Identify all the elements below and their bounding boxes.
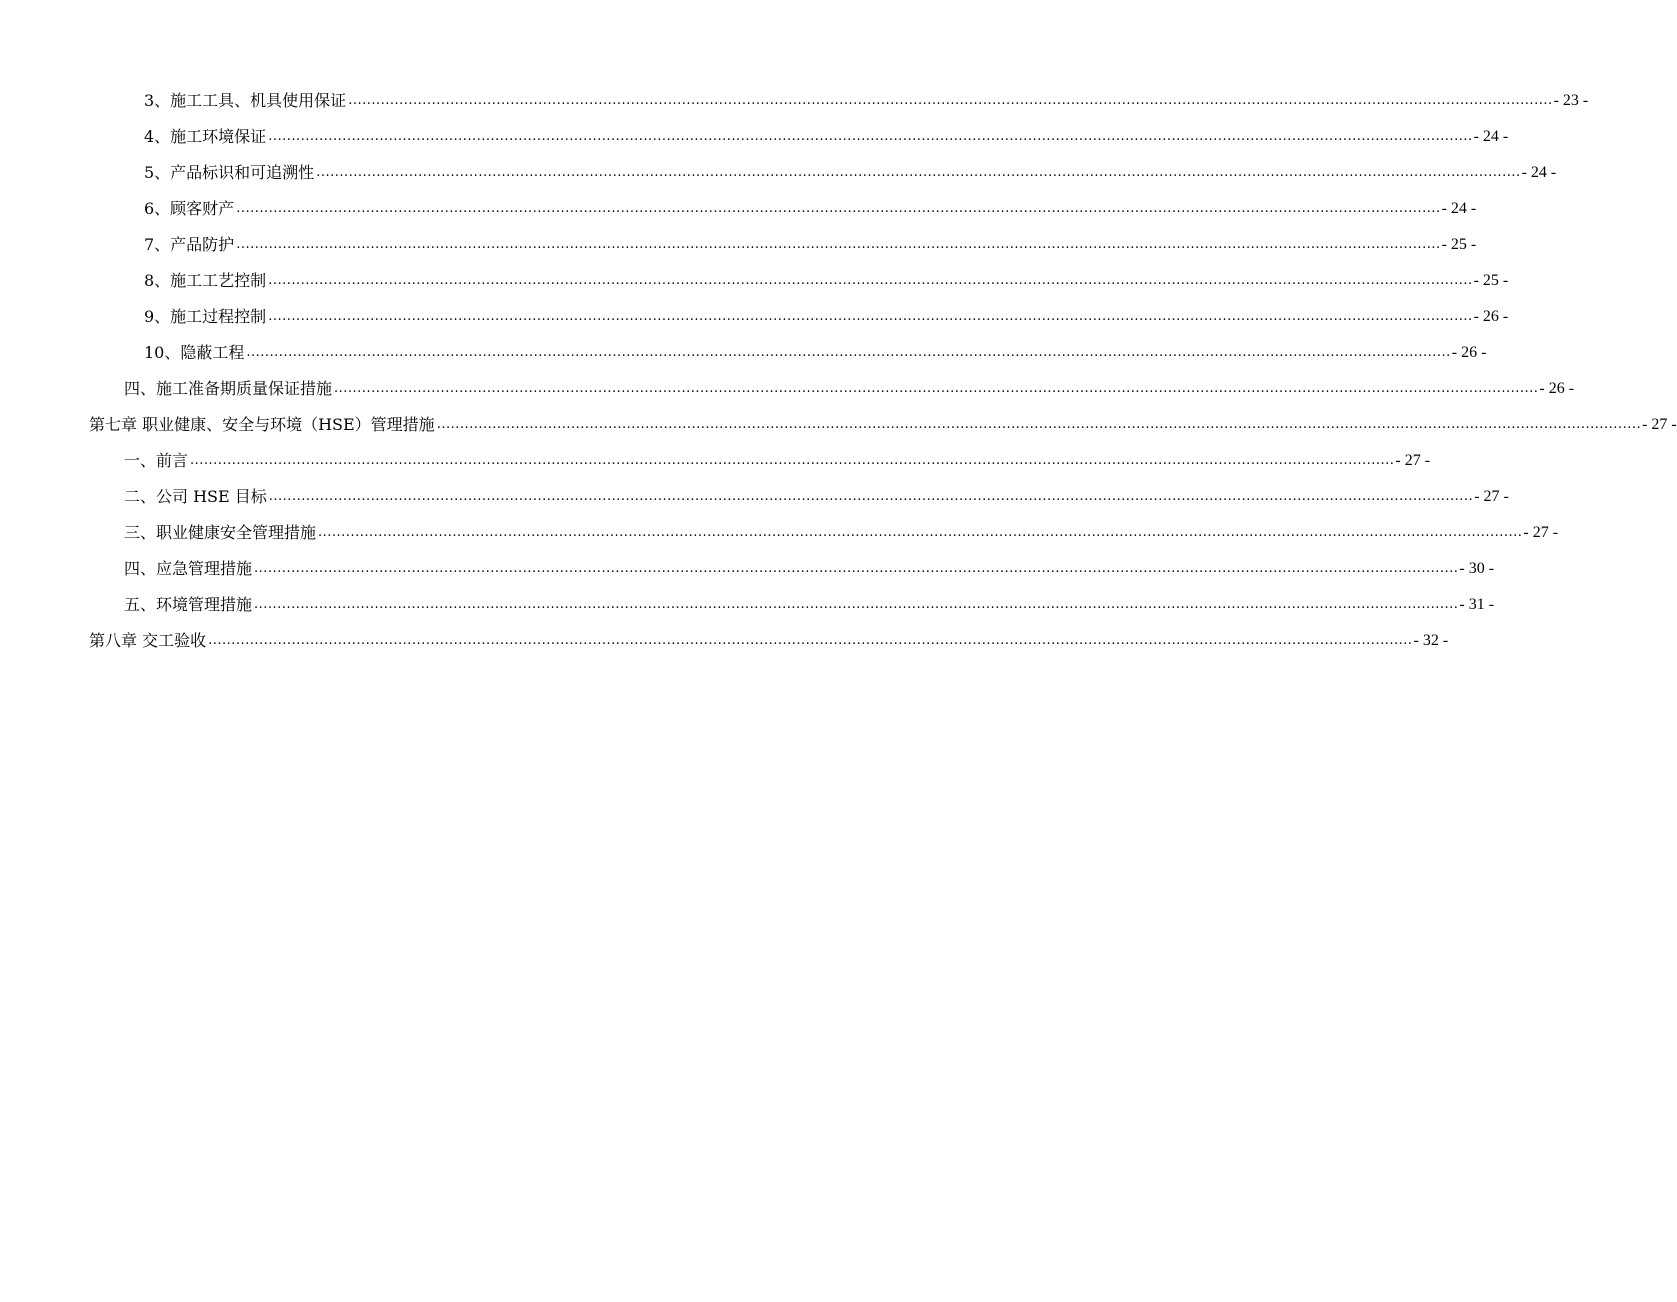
toc-entry-label: 第七章 职业健康、安全与环境（HSE）管理措施: [89, 415, 435, 434]
toc-dot-leader: ....................................................................................................................................................................................................................................................................: [246, 345, 1451, 360]
toc-entry[interactable]: [0, 335, 1487, 371]
toc-entry[interactable]: [0, 299, 1509, 335]
toc-entry-page-number: - 27 -: [1474, 488, 1509, 505]
toc-dot-leader: ....................................................................................................................................................................................................................................................................: [268, 273, 1473, 288]
toc-dot-leader: ....................................................................................................................................................................................................................................................................: [236, 201, 1441, 216]
toc-entry-label: 5、产品标识和可追溯性: [144, 163, 315, 182]
toc-entry-label: 一、前言: [124, 451, 189, 470]
toc-entry-page-number: - 27 -: [1642, 416, 1677, 433]
toc-entry[interactable]: [0, 407, 1677, 443]
toc-dot-leader: ....................................................................................................................................................................................................................................................................: [316, 165, 1521, 180]
toc-entry-label: 四、应急管理措施: [124, 559, 253, 578]
table-of-contents: [0, 83, 1677, 659]
toc-entry-page-number: - 30 -: [1459, 560, 1495, 577]
toc-dot-leader: ....................................................................................................................................................................................................................................................................: [268, 489, 1474, 504]
toc-entry-label: 4、施工环境保证: [144, 127, 267, 146]
toc-entry-label: 五、环境管理措施: [124, 595, 253, 614]
toc-entry-label: 9、施工过程控制: [144, 307, 267, 326]
toc-entry[interactable]: [0, 83, 1589, 119]
toc-entry[interactable]: [0, 587, 1495, 623]
toc-entry[interactable]: [0, 263, 1509, 299]
toc-entry-page-number: - 27 -: [1523, 524, 1559, 541]
toc-dot-leader: ....................................................................................................................................................................................................................................................................: [436, 417, 1642, 432]
toc-entry-label: 7、产品防护: [144, 235, 235, 254]
toc-entry-page-number: - 27 -: [1395, 452, 1431, 469]
toc-entry-page-number: - 26 -: [1539, 380, 1575, 397]
toc-dot-leader: ....................................................................................................................................................................................................................................................................: [254, 597, 1459, 612]
toc-entry[interactable]: [0, 227, 1477, 263]
toc-entry-label: 10、隐蔽工程: [144, 343, 245, 362]
toc-dot-leader: ....................................................................................................................................................................................................................................................................: [348, 93, 1553, 108]
toc-entry-page-number: - 32 -: [1413, 632, 1449, 649]
toc-entry[interactable]: [0, 443, 1431, 479]
toc-entry-label: 第八章 交工验收: [89, 631, 207, 650]
toc-entry[interactable]: [0, 479, 1509, 515]
toc-entry-label: 三、职业健康安全管理措施: [124, 523, 317, 542]
toc-entry[interactable]: [0, 623, 1449, 659]
toc-dot-leader: ....................................................................................................................................................................................................................................................................: [334, 381, 1539, 396]
toc-dot-leader: ....................................................................................................................................................................................................................................................................: [254, 561, 1459, 576]
toc-dot-leader: ....................................................................................................................................................................................................................................................................: [318, 525, 1523, 540]
toc-dot-leader: ....................................................................................................................................................................................................................................................................: [236, 237, 1441, 252]
toc-entry-page-number: - 24 -: [1521, 164, 1557, 181]
toc-entry[interactable]: [0, 191, 1477, 227]
toc-dot-leader: ....................................................................................................................................................................................................................................................................: [268, 309, 1473, 324]
toc-entry-page-number: - 23 -: [1553, 92, 1589, 109]
toc-entry[interactable]: [0, 371, 1575, 407]
toc-entry-page-number: - 25 -: [1441, 236, 1477, 253]
toc-dot-leader: ....................................................................................................................................................................................................................................................................: [208, 633, 1413, 648]
toc-entry-label: 二、公司 HSE 目标: [124, 487, 267, 506]
toc-dot-leader: ....................................................................................................................................................................................................................................................................: [268, 129, 1473, 144]
toc-entry-label: 6、顾客财产: [144, 199, 235, 218]
toc-entry-page-number: - 26 -: [1451, 344, 1487, 361]
toc-dot-leader: ....................................................................................................................................................................................................................................................................: [190, 453, 1395, 468]
toc-entry[interactable]: [0, 515, 1559, 551]
toc-entry[interactable]: [0, 551, 1495, 587]
toc-entry[interactable]: [0, 155, 1557, 191]
toc-entry-label: 8、施工工艺控制: [144, 271, 267, 290]
toc-entry-label: 3、施工工具、机具使用保证: [144, 91, 347, 110]
toc-entry-page-number: - 26 -: [1473, 308, 1509, 325]
toc-entry-page-number: - 24 -: [1441, 200, 1477, 217]
toc-entry[interactable]: [0, 119, 1509, 155]
toc-entry-label: 四、施工准备期质量保证措施: [124, 379, 333, 398]
toc-entry-page-number: - 31 -: [1459, 596, 1495, 613]
toc-entry-page-number: - 25 -: [1473, 272, 1509, 289]
toc-entry-page-number: - 24 -: [1473, 128, 1509, 145]
